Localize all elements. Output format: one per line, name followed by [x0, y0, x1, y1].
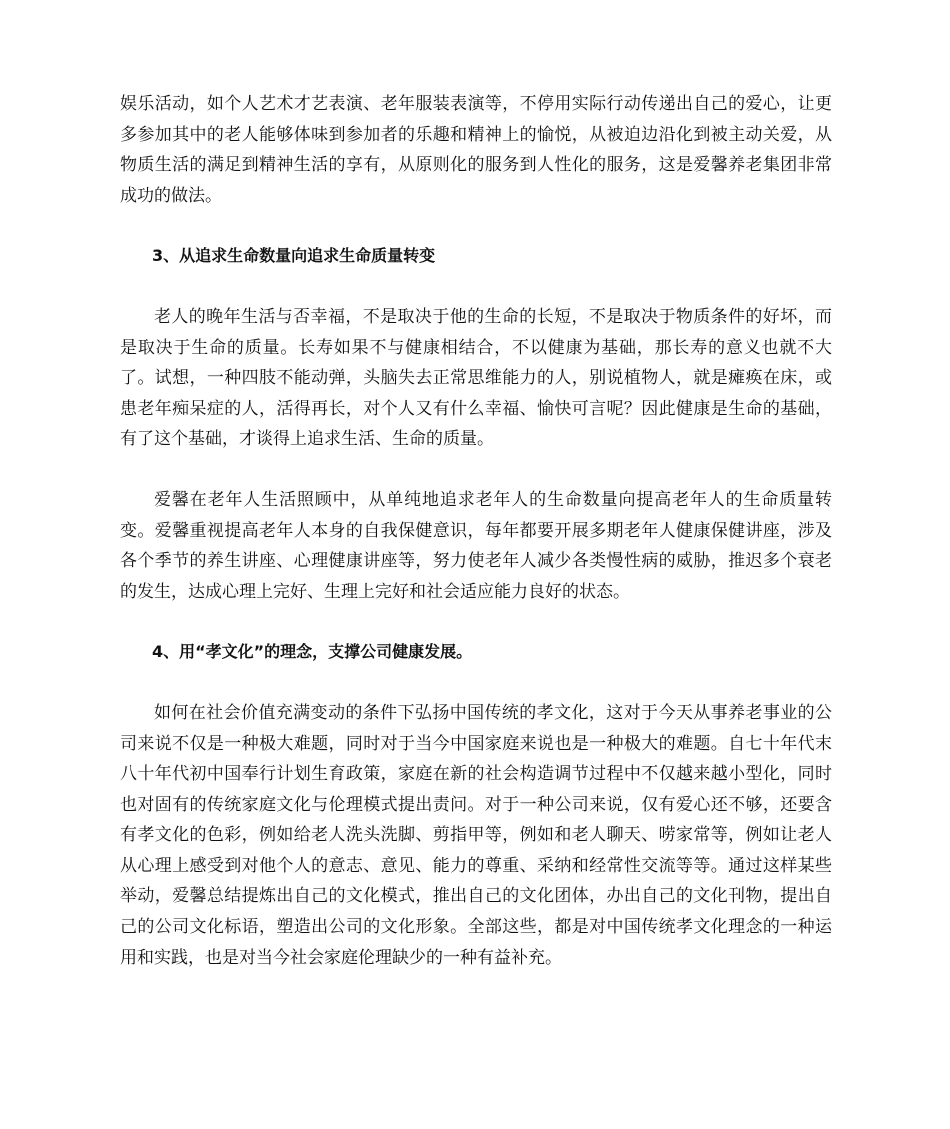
- paragraph-gap: [120, 211, 832, 241]
- document-body: [120, 89, 832, 973]
- paragraph-aixin-care: 爱馨在老年人生活照顾中，从单纯地追求老年人的生命数量向提高老年人的生命质量转变。爱馨重视提高老年人本身的自我保健意识，每年都要开展多期老年人健康保健讲座，涉及各个季节的养生讲座、心理健康讲座等，努力使老年人减少各类慢性病的威胁，推迟多个衰老的发生，达成心理上完好、生理上完好和社会适应能力良好的状态。: [120, 489, 832, 602]
- section-heading-4: 4、用“孝文化”的理念，支撑公司健康发展。: [152, 642, 473, 662]
- paragraph-gap: [120, 272, 832, 302]
- section-heading-3: 3、从追求生命数量向追求生命质量转变: [152, 246, 436, 266]
- paragraph-intro-continuation: 娱乐活动，如个人艺术才艺表演、老年服装表演等，不停用实际行动传递出自己的爱心，让更多参加其中的老人能够体味到参加者的乐趣和精神上的愉悦，从被迫边沿化到被主动关爱，从物质生活的满足到精神生活的享有，从原则化的服务到人性化的服务，这是爱馨养老集团非常成功的做法。: [120, 94, 832, 206]
- paragraph-life-quality: 老人的晚年生活与否幸福，不是取决于他的生命的长短，不是取决于物质条件的好坏，而是取决于生命的质量。长寿如果不与健康相结合，不以健康为基础，那长寿的意义也就不大了。试想，一种四肢不能动弹，头脑失去正常思维能力的人，别说植物人，就是瘫痪在床，或患老年痴呆症的人，活得再长，对个人又有什么幸福、愉快可言呢？因此健康是生命的基础，有了这个基础，才谈得上追求生活、生命的质量。: [120, 306, 832, 450]
- paragraph-gap: [120, 607, 832, 637]
- paragraph-filial-culture: 如何在社会价值充满变动的条件下弘扬中国传统的孝文化，这对于今天从事养老事业的公司来说不仅是一种极大难题，同时对于当今中国家庭来说也是一种极大的难题。自七十年代末八十年代初中国奉行计划生育政策，家庭在新的社会构造调节过程中不仅越来越小型化，同时也对固有的传统家庭文化与伦理模式提出责问。对于一种公司来说，仅有爱心还不够，还要含有孝文化的色彩，例如给老人洗头洗脚、剪指甲等，例如和老人聊天、唠家常等，例如让老人从心理上感受到对他个人的意志、意见、能力的尊重、采纳和经常性交流等等。通过这样某些举动，爱馨总结提炼出自己的文化模式，推出自己的文化团体，办出自己的文化刊物，提出自己的公司文化标语，塑造出公司的文化形象。全部这些，都是对中国传统孝文化理念的一种运用和实践，也是对当今社会家庭伦理缺少的一种有益补充。: [120, 702, 832, 968]
- paragraph-gap: [120, 668, 832, 698]
- paragraph-gap: [120, 455, 832, 485]
